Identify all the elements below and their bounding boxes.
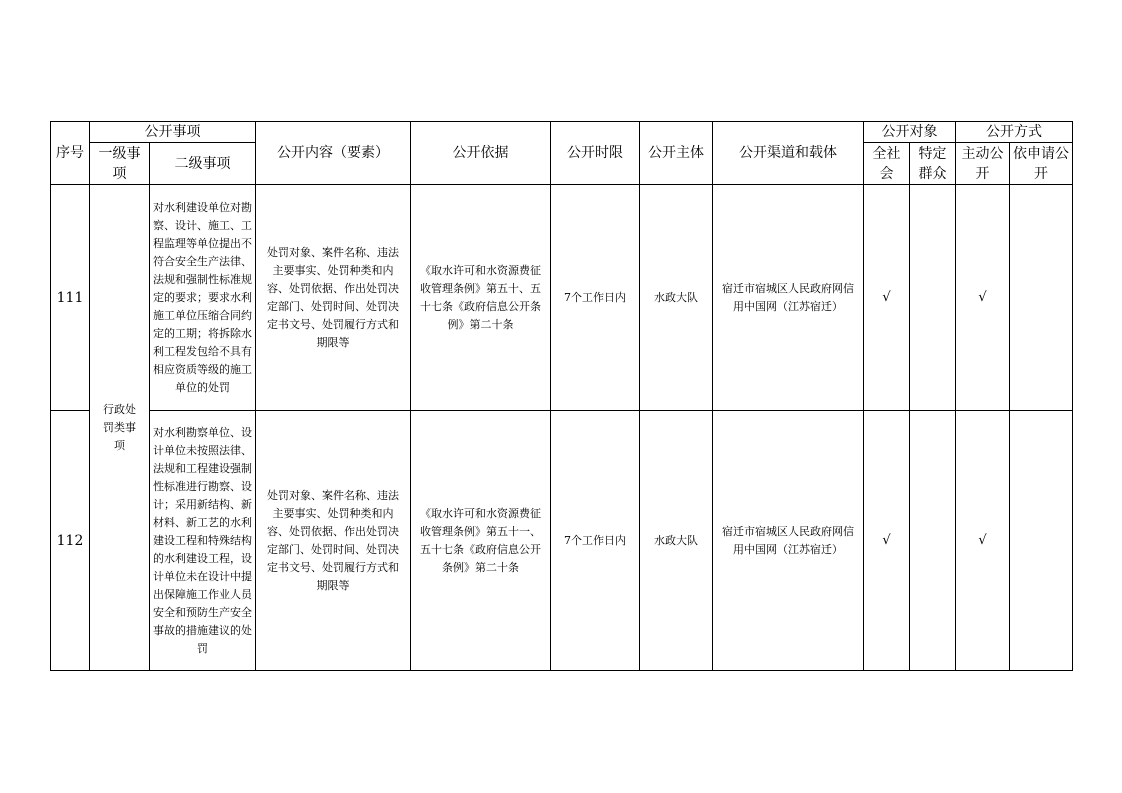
channel: 宿迁市宿城区人民政府网信用中国网（江苏宿迁）: [713, 411, 864, 671]
subject: 水政大队: [640, 185, 713, 411]
level1-item: 行政处罚类事项: [90, 185, 150, 671]
row-seq: 112: [51, 411, 90, 671]
header-public-items: 公开事项: [90, 122, 256, 143]
method-request-check: [1010, 185, 1073, 411]
target-all-check: √: [864, 185, 910, 411]
target-specific-check: [910, 411, 956, 671]
table-row: [51, 411, 1073, 671]
disclosure-basis: 《取水许可和水资源费征收管理条例》第五十一、五十七条《政府信息公开条例》第二十条: [411, 411, 551, 671]
header-level2: 二级事项: [150, 143, 256, 185]
header-channel: 公开渠道和载体: [713, 122, 864, 185]
header-row-1: [51, 122, 1073, 143]
disclosure-content: 处罚对象、案件名称、违法主要事实、处罚种类和内容、处罚依据、作出处罚决定部门、处罚时间、处罚决定书文号、处罚履行方式和期限等: [256, 185, 411, 411]
header-method-active: 主动公开: [956, 143, 1010, 185]
level2-item: 对水利勘察单位、设计单位未按照法律、法规和工程建设强制性标准进行勘察、设计；采用新结构、新材料、新工艺的水利建设工程和特殊结构的水利建设工程，设计单位未在设计中提出保障施工作业人员安全和预防生产安全事故的措施建议的处罚: [150, 411, 256, 671]
header-basis: 公开依据: [411, 122, 551, 185]
method-active-check: √: [956, 411, 1010, 671]
header-content: 公开内容（要素）: [256, 122, 411, 185]
header-time-limit: 公开时限: [551, 122, 640, 185]
target-all-check: √: [864, 411, 910, 671]
method-active-check: √: [956, 185, 1010, 411]
header-subject: 公开主体: [640, 122, 713, 185]
row-seq: 111: [51, 185, 90, 411]
disclosure-table: [50, 121, 1073, 671]
level2-item: 对水利建设单位对勘察、设计、施工、工程监理等单位提出不符合安全生产法律、法规和强制性标准规定的要求；要求水利施工单位压缩合同约定的工期；将拆除水利工程发包给不具有相应资质等级的施工单位的处罚: [150, 185, 256, 411]
target-specific-check: [910, 185, 956, 411]
channel: 宿迁市宿城区人民政府网信用中国网（江苏宿迁）: [713, 185, 864, 411]
header-level1: 一级事项: [90, 143, 150, 185]
table-row: [51, 185, 1073, 411]
disclosure-basis: 《取水许可和水资源费征收管理条例》第五十、五十七条《政府信息公开条例》第二十条: [411, 185, 551, 411]
header-seq: 序号: [51, 122, 90, 185]
time-limit: 7个工作日内: [551, 411, 640, 671]
header-target-all: 全社会: [864, 143, 910, 185]
time-limit: 7个工作日内: [551, 185, 640, 411]
method-request-check: [1010, 411, 1073, 671]
header-method-request: 依申请公开: [1010, 143, 1073, 185]
disclosure-content: 处罚对象、案件名称、违法主要事实、处罚种类和内容、处罚依据、作出处罚决定部门、处罚时间、处罚决定书文号、处罚履行方式和期限等: [256, 411, 411, 671]
header-target: 公开对象: [864, 122, 956, 143]
header-target-specific: 特定群众: [910, 143, 956, 185]
header-method: 公开方式: [956, 122, 1073, 143]
subject: 水政大队: [640, 411, 713, 671]
